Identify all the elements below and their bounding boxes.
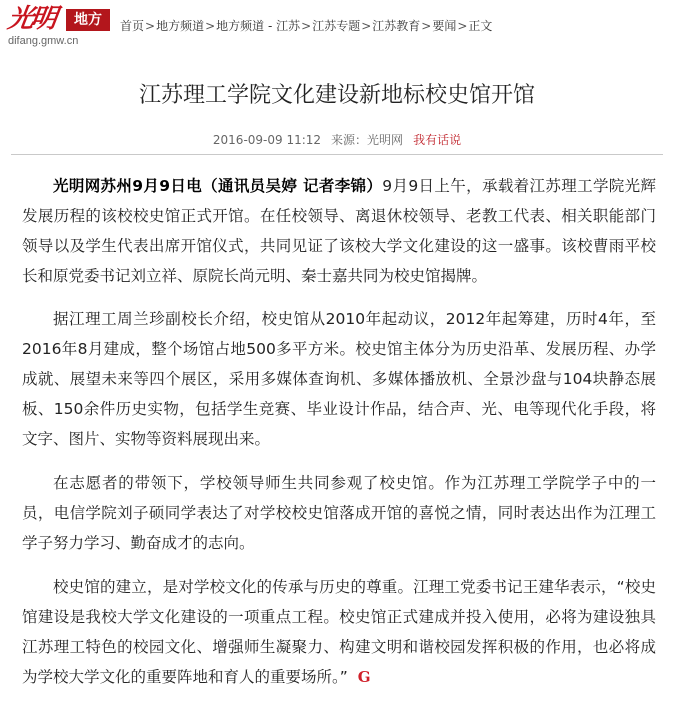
article-paragraph [22, 171, 656, 291]
title-divider [11, 154, 663, 155]
site-logo[interactable]: 光明 [5, 4, 57, 34]
comment-link[interactable]: 我有话说 [413, 133, 462, 147]
breadcrumb-jiangsu-topics[interactable]: 江苏专题 [312, 19, 361, 33]
breadcrumb-local-channel[interactable]: 地方频道 [156, 19, 205, 33]
breadcrumb-home[interactable]: 首页 [120, 19, 145, 33]
breadcrumb-separator: > [421, 19, 432, 33]
article-body [22, 171, 656, 706]
article-source: 来源：光明网 [331, 133, 404, 147]
breadcrumb-jiangsu[interactable]: 地方频道 - 江苏 [216, 19, 301, 33]
breadcrumb-separator: > [457, 19, 468, 33]
breadcrumb-separator: > [301, 19, 312, 33]
article-meta [0, 132, 674, 148]
article-title: 江苏理工学院文化建设新地标校史馆开馆 [138, 83, 535, 108]
breadcrumb-separator: > [145, 19, 156, 33]
breadcrumb-separator: > [205, 19, 216, 33]
breadcrumb [120, 18, 492, 34]
site-header [0, 0, 674, 50]
paragraph-text: 9月9日上午，承载着江苏理工学院光辉发展历程的该校校史馆正式开馆。在任校领导、离退休校领导、老教工代表、相关职能部门领导以及学生代表出席开馆仪式，共同见证了该校大学文化建设的这一盛事。该校曹雨平校长和原党委书记刘立祥、原院长尚元明、秦士嘉共同为校史馆揭牌。 [22, 177, 657, 285]
article-paragraph: 据江理工周兰珍副校长介绍，校史馆从2010年起动议，2012年起筹建，历时4年，至2016年8月建成，整个场馆占地500多平方米。校史馆主体分为历史沿革、发展历程、办学成就、展望未来等四个展区，采用多媒体查询机、多媒体播放机、全景沙盘与104块静态展板、150余件历史实物，包括学生竞赛、毕业设计作品，结合声、光、电等现代化手段，将文字、图片、实物等资料展现出来。 [22, 310, 656, 448]
site-domain: difang.gmw.cn [8, 35, 79, 47]
breadcrumb-separator: > [361, 19, 372, 33]
breadcrumb-current: 正文 [468, 19, 493, 33]
article-paragraph [22, 572, 656, 692]
breadcrumb-news[interactable]: 要闻 [432, 19, 457, 33]
article-paragraph: 在志愿者的带领下，学校领导师生共同参观了校史馆。作为江苏理工学院学子中的一员，电信学院刘子硕同学表达了对学校校史馆落成开馆的喜悦之情，同时表达出作为江理工学子努力学习、勤奋成才的志向。 [22, 474, 656, 552]
paragraph-text: 校史馆的建立，是对学校文化的传承与历史的尊重。江理工党委书记王建华表示，“校史馆建设是我校大学文化建设的一项重点工程。校史馆正式建成并投入使用，必将为建设独具江苏理工特色的校园文化、增强师生凝聚力、构建文明和谐校园发挥积极的作用，也必将成为学校大学文化的重要阵地和育人的重要场所。” [22, 578, 656, 686]
channel-badge[interactable]: 地方 [66, 9, 110, 31]
article-lead: 光明网苏州9月9日电（通讯员吴婷 记者李锦） [53, 177, 383, 195]
breadcrumb-jiangsu-education[interactable]: 江苏教育 [372, 19, 421, 33]
gmw-end-icon: G [357, 668, 371, 686]
publish-date: 2016-09-09 11:12 [212, 133, 322, 147]
